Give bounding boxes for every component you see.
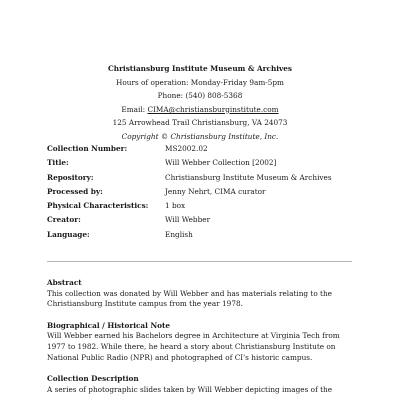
metadata-label: Language: xyxy=(47,229,90,239)
description-heading: Collection Description xyxy=(47,374,139,384)
collection-metadata xyxy=(47,142,367,242)
metadata-value: 1 box xyxy=(165,201,186,211)
abstract-text: This collection was donated by Will Webber and has materials relating to the Christiansburg Institute campus from the year 1978. xyxy=(47,288,332,309)
metadata-row xyxy=(47,156,367,170)
collection-body xyxy=(47,278,357,400)
metadata-label: Processed by: xyxy=(47,186,103,196)
description-text: A series of photographic slides taken by Will Webber depicting images of the xyxy=(47,384,333,394)
phone-number: Phone: (540) 808-5368 xyxy=(157,91,243,101)
metadata-value: MS2002.02 xyxy=(165,144,208,153)
copyright-notice: Copyright © Christiansburg Institute, Inc. xyxy=(121,131,279,141)
metadata-row xyxy=(47,171,367,185)
document-header xyxy=(0,62,400,144)
metadata-row xyxy=(47,199,367,213)
metadata-value: Jenny Nehrt, CIMA curator xyxy=(165,186,266,196)
metadata-value: Will Webber Collection [2002] xyxy=(165,158,277,168)
abstract-heading: Abstract xyxy=(47,278,82,287)
metadata-row xyxy=(47,228,367,242)
metadata-label: Collection Number: xyxy=(47,144,128,153)
hours-of-operation: Hours of operation: Monday-Friday 9am-5pm xyxy=(116,77,284,87)
metadata-value: Christiansburg Institute Museum & Archives xyxy=(165,172,332,182)
address: 125 Arrowhead Trail Christiansburg, VA 24073 xyxy=(112,118,288,128)
metadata-label: Creator: xyxy=(47,215,81,225)
email-label: Email: xyxy=(121,104,148,114)
bio-heading: Biographical / Historical Note xyxy=(47,320,171,330)
metadata-label: Repository: xyxy=(47,172,94,182)
metadata-row xyxy=(47,142,367,156)
bio-text: Will Webber earned his Bachelors degree in Architecture at Virginia Tech from 1977 to 1982. While there, he heard a story about Christiansburg Institute on National Public Radio (NPR) and photographed of CI's historic campus. xyxy=(47,331,340,362)
metadata-value: Will Webber xyxy=(165,215,211,225)
email-line xyxy=(0,103,400,117)
institution-title: Christiansburg Institute Museum & Archives xyxy=(107,64,293,73)
metadata-label: Title: xyxy=(47,158,69,168)
section-divider xyxy=(47,261,352,262)
metadata-value: English xyxy=(165,229,193,239)
metadata-row xyxy=(47,213,367,227)
metadata-row xyxy=(47,185,367,199)
email-link[interactable]: CIMA@christiansburginstitute.com xyxy=(147,104,279,114)
metadata-label: Physical Characteristics: xyxy=(47,201,149,211)
